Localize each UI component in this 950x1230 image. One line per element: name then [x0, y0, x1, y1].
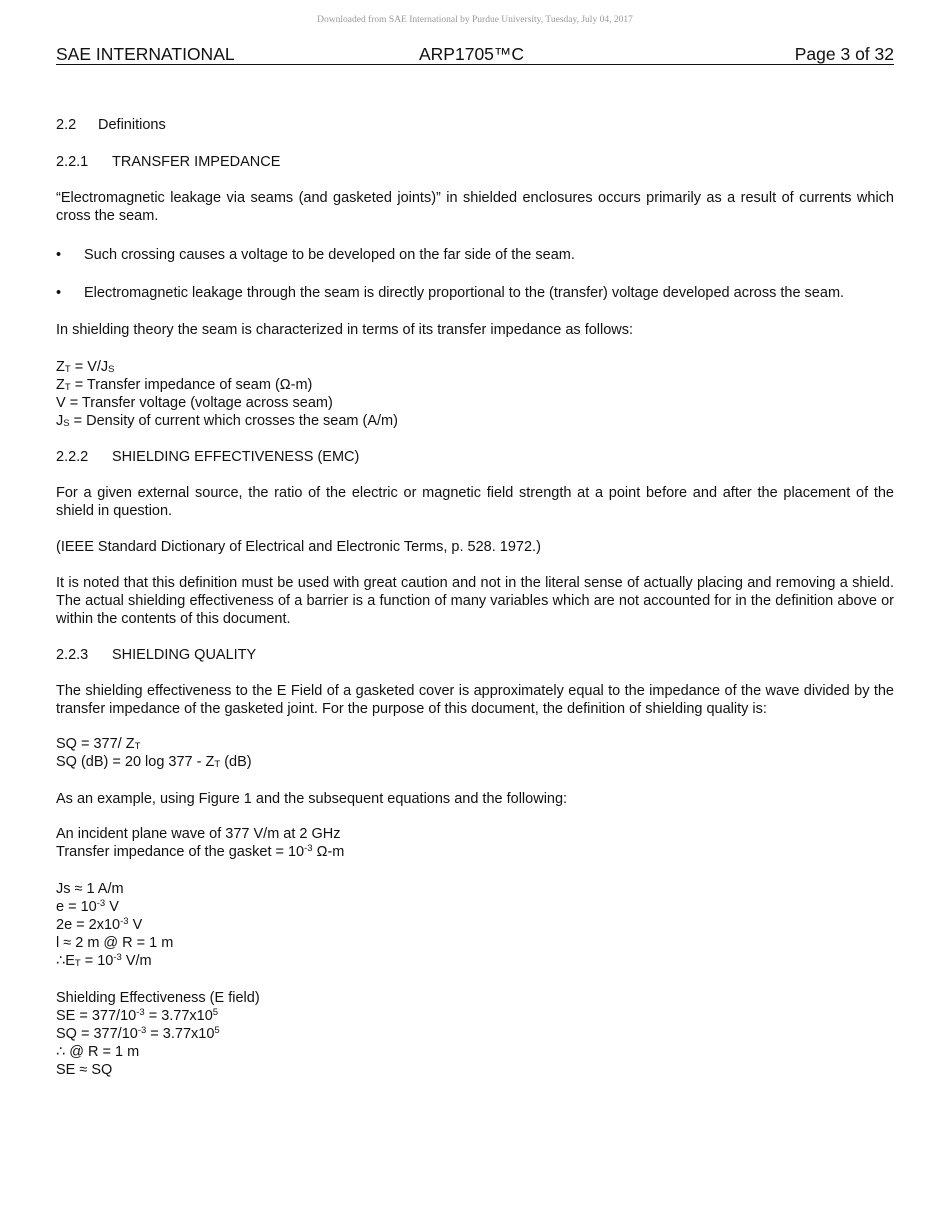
section-title: Definitions — [98, 117, 166, 133]
section-number: 2.2 — [56, 117, 77, 133]
equation-line: SQ = $377/10^{-3} = 3.77x10^5$ — [56, 1025, 220, 1042]
bullet-mark: • — [56, 247, 62, 263]
equation-line: $Z_T = V/J_S$ — [56, 359, 115, 375]
header-page-number: Page 3 of 32 — [794, 44, 894, 64]
header-organization: SAE INTERNATIONAL — [56, 44, 235, 64]
equation-line: SQ = 377/ $Z_T$ — [56, 736, 141, 752]
shielding-quality-paragraph: The shielding effectiveness to the E Field of a gasketed cover is approximately equal to the impedance of the wave divided by the transfer impedance of the gasketed joint. For the purpose of this document, the definition of shielding quality is: — [56, 683, 894, 717]
section-title: SHIELDING QUALITY — [112, 647, 257, 663]
ieee-reference: (IEEE Standard Dictionary of Electrical and Electronic Terms, p. 528. 1972.) — [56, 539, 541, 555]
equation-line: $e = 10^{-3}$ V — [56, 898, 119, 915]
shielding-theory-paragraph: In shielding theory the seam is characterized in terms of its transfer impedance as follows: — [56, 322, 634, 338]
equation-line: An incident plane wave of 377 V/m at 2 GHz — [56, 826, 341, 842]
equation-line: Shielding Effectiveness (E field) — [56, 990, 260, 1006]
equation-line: Transfer impedance of the gasket = $10^{-3}$ Ω-m — [56, 843, 345, 860]
section-title: SHIELDING EFFECTIVENESS (EMC) — [112, 449, 360, 465]
shielding-effectiveness-results — [56, 989, 894, 1079]
example-intro-paragraph: As an example, using Figure 1 and the subsequent equations and the following: — [56, 791, 568, 807]
bullet-text: Electromagnetic leakage through the seam is directly proportional to the (transfer) voltage developed across the seam. — [84, 285, 845, 301]
equation-line: SQ (dB) = 20 $\log 377 - Z_T$ (dB) — [56, 754, 252, 770]
equation-line: Js ≈ 1 A/m — [56, 881, 124, 897]
transfer-impedance-paragraph: “Electromagnetic leakage via seams (and gasketed joints)” in shielded enclosures occurs primarily as a result of currents which cross the seam. — [56, 190, 894, 224]
section-2-2-3-heading — [56, 646, 894, 664]
bullet-mark: • — [56, 285, 62, 301]
equation-line: SE ≈ SQ — [56, 1062, 113, 1078]
section-number: 2.2.2 — [56, 449, 89, 465]
equation-line: SE = $377/10^{-3} = 3.77x10^5$ — [56, 1007, 219, 1024]
bullet-text: Such crossing causes a voltage to be developed on the far side of the seam. — [84, 247, 575, 263]
transfer-impedance-equations — [56, 358, 894, 430]
shielding-quality-equations — [56, 735, 894, 771]
section-2-2-1-heading — [56, 153, 894, 171]
caution-paragraph: It is noted that this definition must be used with great caution and not in the literal sense of actually placing and removing a shield. The actual shielding effectiveness of a barrier is a function of many variables which are not accounted for in the definition above or within the contents of this document. — [56, 575, 894, 627]
section-2-2-2-heading — [56, 448, 894, 466]
section-title: TRANSFER IMPEDANCE — [112, 154, 281, 170]
equation-line: $J_S$ = Density of current which crosses the seam (A/m) — [56, 413, 398, 429]
download-watermark: Downloaded from SAE International by Purdue University, Tuesday, July 04, 2017 — [317, 15, 633, 25]
example-calculations — [56, 880, 894, 970]
equation-line: ∴ @ R = 1 m — [56, 1044, 140, 1060]
equation-line: $Z_T$ = Transfer impedance of seam (Ω-m) — [56, 377, 313, 393]
header-document-number: ARP1705™C — [419, 44, 525, 64]
page-header — [56, 44, 894, 65]
equation-line: V = Transfer voltage (voltage across seam) — [56, 395, 333, 411]
equation-line: $2e = 2x10^{-3}$ V — [56, 916, 143, 933]
section-number: 2.2.3 — [56, 647, 89, 663]
section-number: 2.2.1 — [56, 154, 89, 170]
example-conditions — [56, 825, 894, 861]
equation-line: $\therefore E_T = 10^{-3}$ V/m — [56, 952, 152, 969]
shielding-effectiveness-paragraph: For a given external source, the ratio of the electric or magnetic field strength at a point before and after the placement of the shield in question. — [56, 485, 894, 519]
section-2-2-heading — [56, 116, 894, 134]
equation-line: l ≈ 2 m @ R = 1 m — [56, 935, 174, 951]
